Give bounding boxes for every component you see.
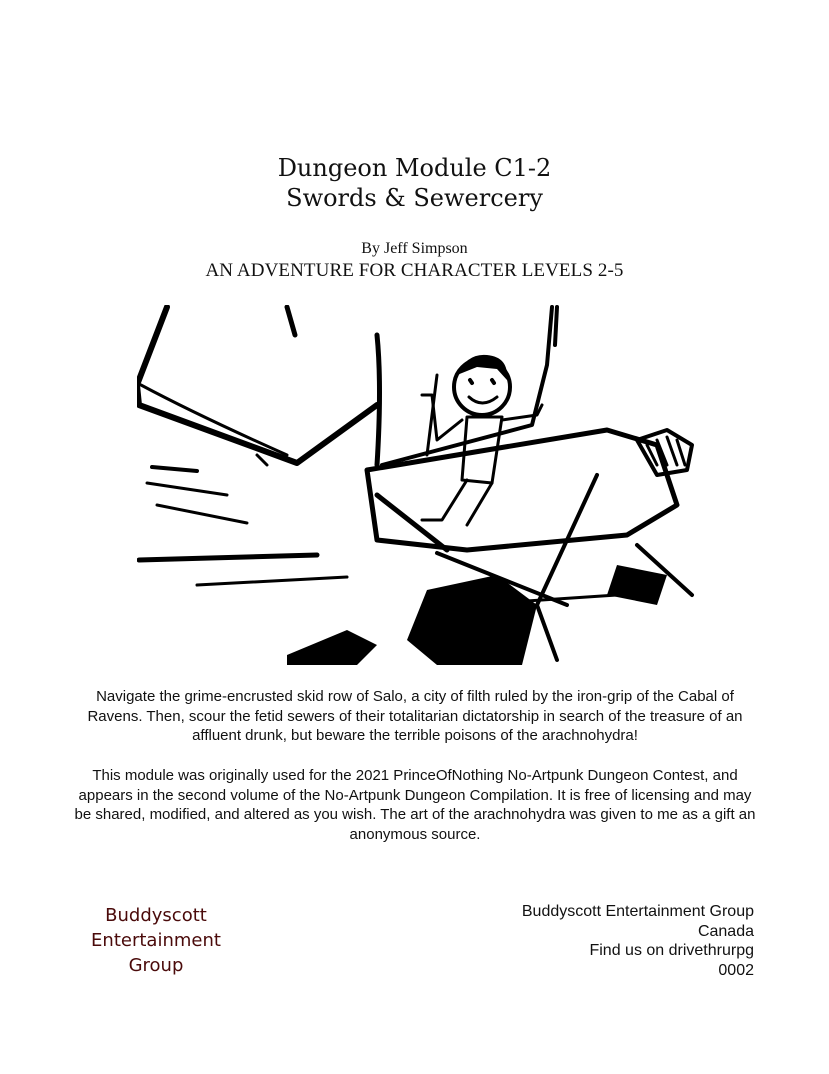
module-subtitle-title: Swords & Sewercery [286,184,543,212]
author-byline: By Jeff Simpson [361,240,468,257]
publisher-store: Find us on drivethrurpg [589,942,754,960]
product-code: 0002 [718,961,754,979]
logo-line-3: Group [128,955,184,976]
cover-illustration [137,305,695,665]
publisher-country: Canada [697,922,754,940]
publisher-info [522,902,754,980]
module-title: Dungeon Module C1-2 [277,154,552,182]
license-note: This module was originally used for the 2021 PrinceOfNothing No-Artpunk Dungeon Contest, and appears in the second volume of the No-Artpunk Dungeon Compilation. It is free of licensing and may be shared, modified, and altered as you wish. The art of the arachnohydra was given to me as a gift an anonymous source. [74,767,756,843]
character-levels-subtitle: AN ADVENTURE FOR CHARACTER LEVELS 2-5 [205,260,624,281]
logo-line-2: Entertainment [91,930,221,951]
publisher-name: Buddyscott Entertainment Group [521,903,754,920]
module-description: Navigate the grime-encrusted skid row of Salo, a city of filth ruled by the iron-grip of the Cabal of Ravens. Then, scour the fetid sewers of their totalitarian dictatorship in search of the treasure of an affluent drunk, but beware the terrible poisons of the arachnohydra! [87,688,743,744]
logo-line-1: Buddyscott [105,905,207,926]
publisher-logo [80,903,232,978]
